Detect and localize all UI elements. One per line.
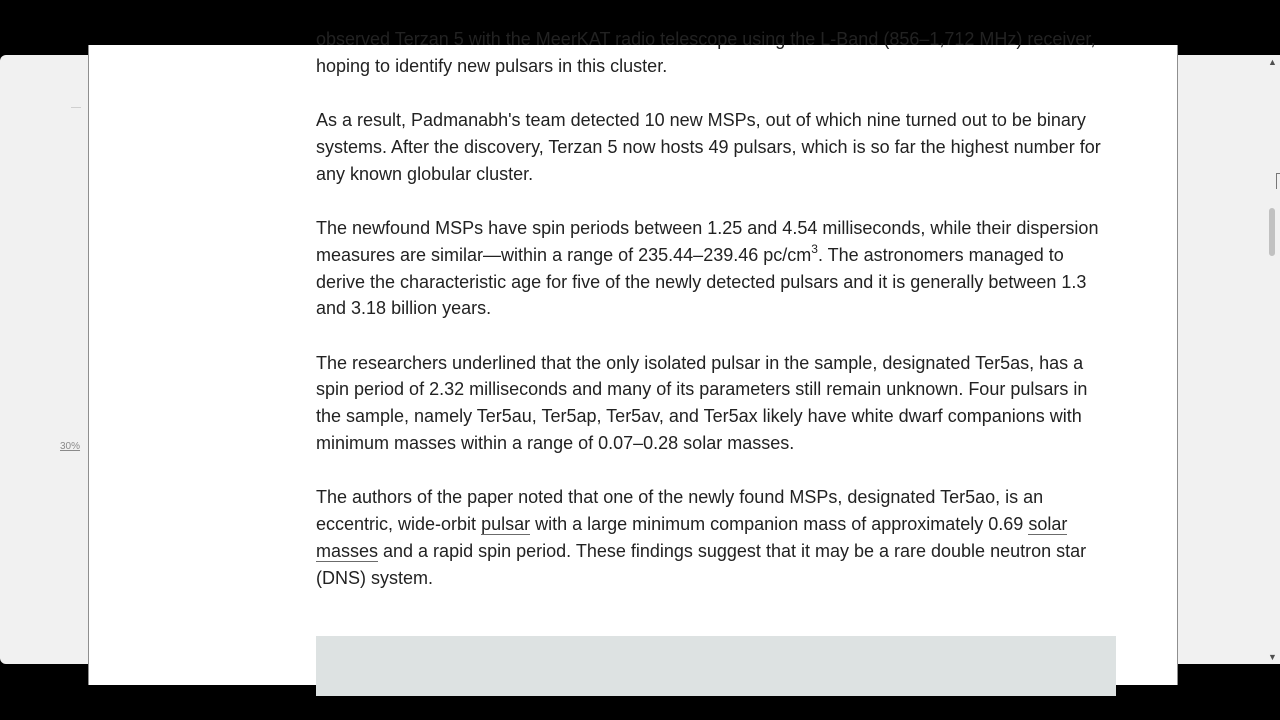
scroll-up-arrow-icon[interactable]: ▲ bbox=[1268, 57, 1277, 67]
link-solar-masses[interactable]: solar masses bbox=[316, 514, 1068, 561]
superscript: 3 bbox=[811, 241, 818, 256]
embedded-content-placeholder bbox=[316, 636, 1116, 696]
article-page bbox=[88, 29, 1178, 685]
paragraph-text: and a rapid spin period. These findings suggest that it may be a rare double neutron star (DNS) system. bbox=[316, 540, 1087, 588]
link-pulsar[interactable]: pulsar bbox=[481, 514, 531, 535]
paragraph-receiver: observed Terzan 5 with the MeerKAT radio telescope using the L-Band (856–1,712 MHz) receiver, hoping to identify new pulsars in this cluster. bbox=[316, 29, 1096, 76]
paragraph-text: The newfound MSPs have spin periods between 1.25 and 4.54 milliseconds, while their dispersion measures are similar—within a range of 235.44–239.46 pc/cm bbox=[316, 217, 1099, 265]
zoom-level-label[interactable]: 30% bbox=[60, 441, 81, 452]
scroll-down-arrow-icon[interactable]: ▼ bbox=[1268, 652, 1277, 662]
edge-bracket-icon bbox=[1276, 173, 1280, 189]
paragraph-text: with a large minimum companion mass of approximately 0.69 bbox=[530, 514, 1029, 535]
paragraph-spin-periods bbox=[316, 215, 1116, 322]
paragraph-ter5ao bbox=[316, 484, 1116, 591]
paragraph-text: . The astronomers managed to derive the characteristic age for five of the newly detected pulsars and it is generally between 1.3 and 3.18 billion years. bbox=[316, 244, 1087, 319]
document-viewport[interactable] bbox=[0, 29, 1280, 664]
paragraph-discovery: As a result, Padmanabh's team detected 10 new MSPs, out of which nine turned out to be binary systems. After the discovery, Terzan 5 now hosts 49 pulsars, which is so far the highest number for any known globular cluster. bbox=[316, 110, 1101, 184]
scroll-thumb[interactable] bbox=[1269, 208, 1275, 256]
paragraph-text: The authors of the paper noted that one of the newly found MSPs, designated Ter5ao, is an eccentric, wide-orbit bbox=[316, 487, 1044, 535]
paragraph-isolated-pulsar: The researchers underlined that the only isolated pulsar in the sample, designated Ter5as, has a spin period of 2.32 milliseconds and many of its parameters still remain unknown. Four pulsars in the sample, namely Ter5au, Ter5ap, Ter5av, and Ter5ax likely have white dwarf companions with minimum masses within a range of 0.07–0.28 solar masses. bbox=[316, 352, 1088, 454]
vertical-scrollbar[interactable] bbox=[1266, 55, 1280, 664]
ruler-mark bbox=[71, 107, 81, 108]
article-body bbox=[316, 26, 1116, 619]
